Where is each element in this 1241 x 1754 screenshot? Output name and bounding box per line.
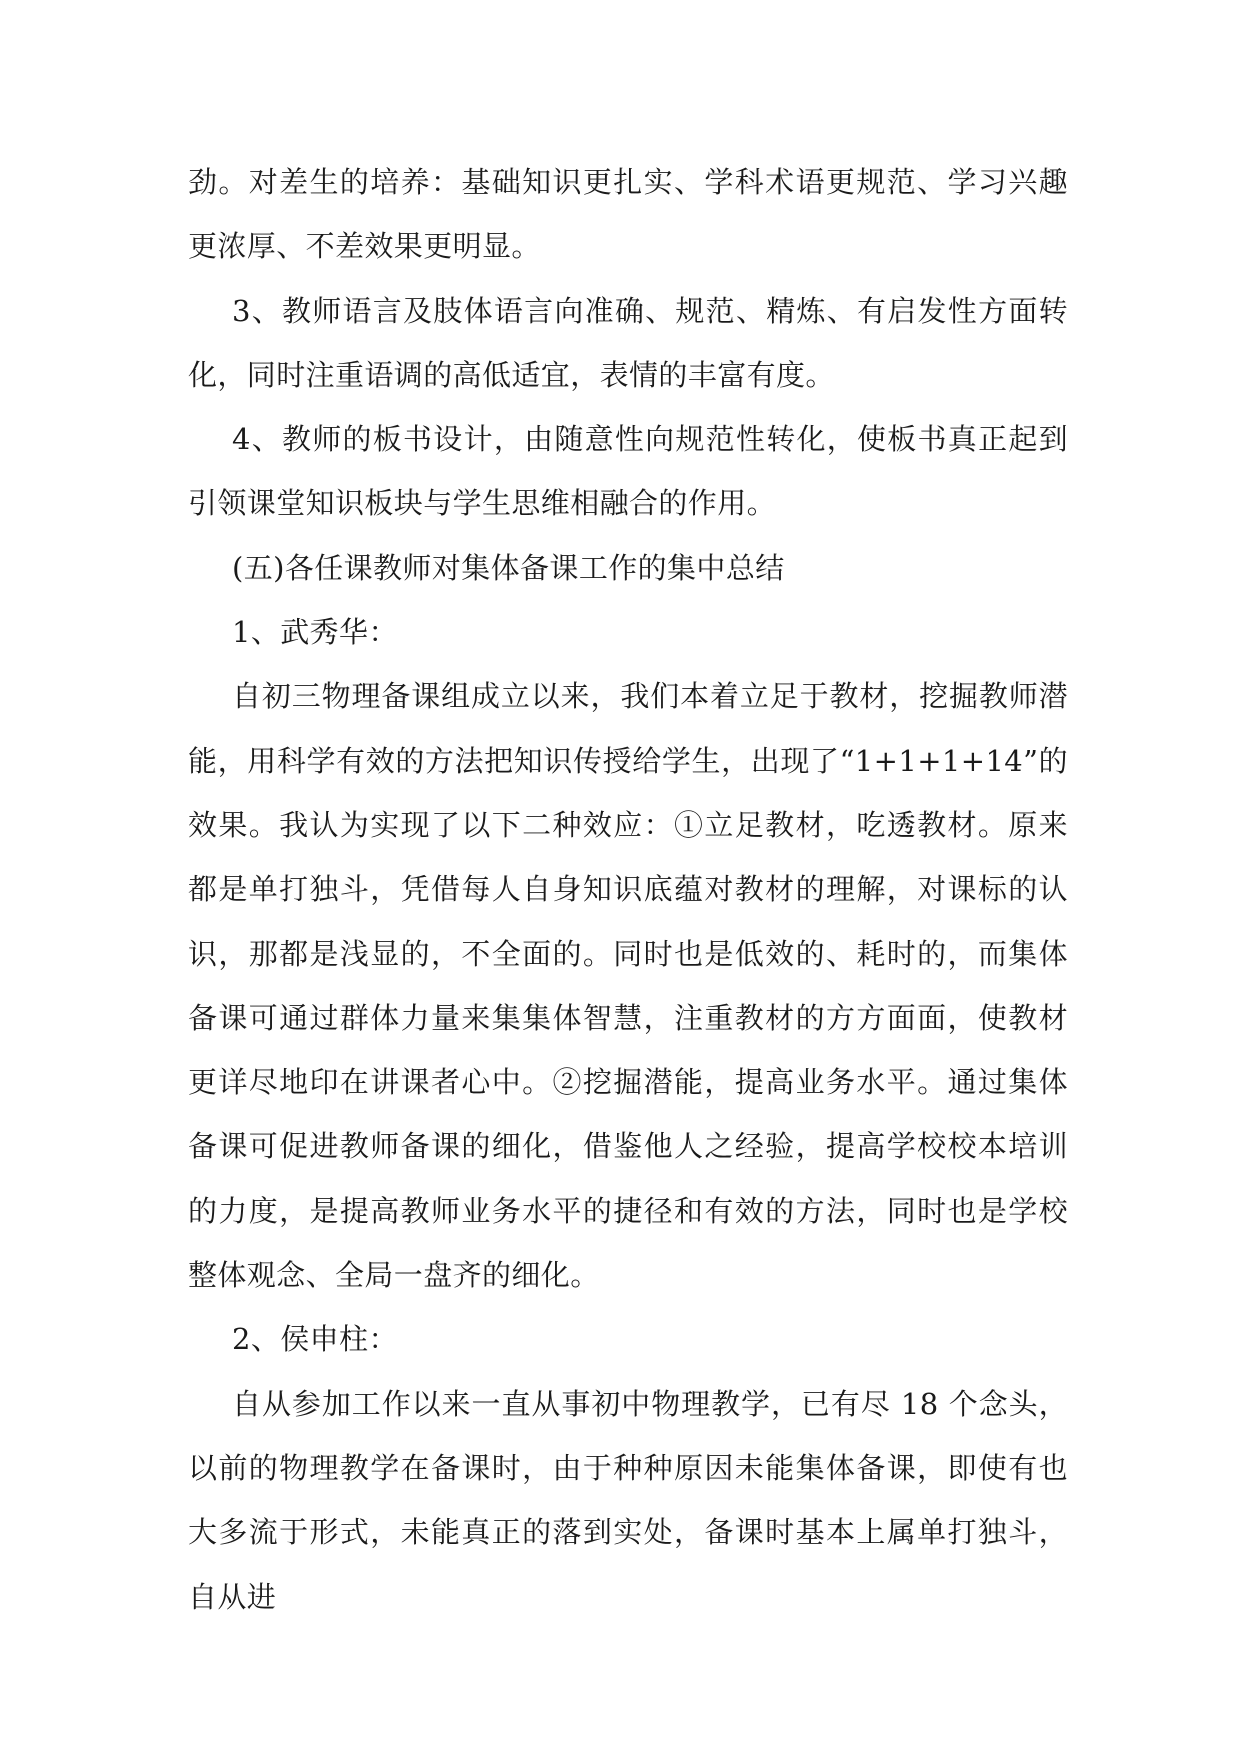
subheading-teacher-1: 1、武秀华： (232, 615, 398, 650)
paragraph-item-4: 4、教师的板书设计，由随意性向规范性转化，使板书真正起到引领课堂知识板块与学生思维相融合的作用。 (188, 422, 1068, 521)
paragraph-continuation: 劲。对差生的培养：基础知识更扎实、学科术语更规范、学习兴趣更浓厚、不差效果更明显。 (188, 165, 1068, 264)
paragraph-teacher-2-summary: 自从参加工作以来一直从事初中物理教学，已有尽 18 个念头，以前的物理教学在备课时，由于种种原因未能集体备课，即使有也大多流于形式，未能真正的落到实处，备课时基本上属单打独斗，自从进 (188, 1386, 1068, 1614)
document-body (188, 150, 1068, 1629)
subheading-teacher-2: 2、侯申柱： (232, 1322, 398, 1357)
section-heading-5: (五)各任课教师对集体备课工作的集中总结 (232, 550, 785, 585)
paragraph-teacher-1-summary: 自初三物理备课组成立以来，我们本着立足于教材，挖掘教师潜能，用科学有效的方法把知识传授给学生，出现了“1+1+1+14”的效果。我认为实现了以下二种效应：①立足教材，吃透教材。原来都是单打独斗，凭借每人自身知识底蕴对教材的理解，对课标的认识，那都是浅显的，不全面的。同时也是低效的、耗时的，而集体备课可通过群体力量来集集体智慧，注重教材的方方面面，使教材更详尽地印在讲课者心中。②挖掘潜能，提高业务水平。通过集体备课可促进教师备课的细化，借鉴他人之经验，提高学校校本培训的力度，是提高教师业务水平的捷径和有效的方法，同时也是学校整体观念、全局一盘齐的细化。 (188, 679, 1068, 1293)
paragraph-item-3: 3、教师语言及肢体语言向准确、规范、精炼、有启发性方面转化，同时注重语调的高低适宜，表情的丰富有度。 (188, 293, 1068, 392)
